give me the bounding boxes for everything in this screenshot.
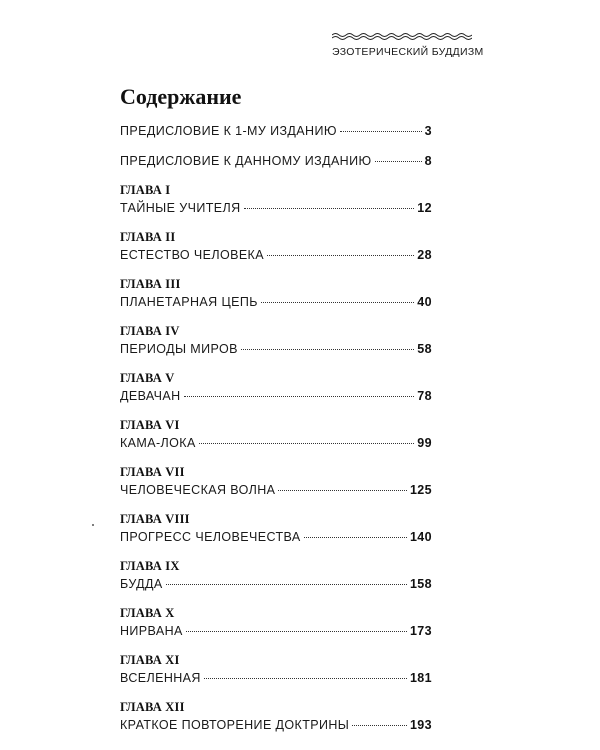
page-number: 40 (417, 295, 432, 309)
chapter-label: ГЛАВА IX (120, 559, 180, 573)
chapter-label: ГЛАВА XII (120, 700, 185, 714)
toc-entry (120, 464, 432, 500)
toc-entry (120, 152, 432, 171)
page-number: 181 (409, 671, 432, 685)
entry-title: БУДДА (120, 577, 163, 591)
toc-entry (120, 605, 432, 641)
chapter-label: ГЛАВА VII (120, 465, 185, 479)
page-number: 158 (409, 577, 432, 591)
page-number: 8 (424, 154, 432, 168)
chapter-label: ГЛАВА VIII (120, 512, 190, 526)
print-speck (92, 524, 94, 526)
toc-entry (120, 122, 432, 141)
toc-entry (120, 182, 432, 218)
entry-title: ТАЙНЫЕ УЧИТЕЛЯ (120, 201, 241, 215)
toc-entry (120, 558, 432, 594)
chapter-label: ГЛАВА III (120, 277, 181, 291)
entry-title: ПЕРИОДЫ МИРОВ (120, 342, 238, 356)
dot-leader (184, 396, 415, 397)
wave-ornament (332, 32, 472, 40)
dot-leader (241, 349, 414, 350)
entry-title: ЧЕЛОВЕЧЕСКАЯ ВОЛНА (120, 483, 276, 497)
entry-title: ПРЕДИСЛОВИЕ К ДАННОМУ ИЗДАНИЮ (120, 154, 372, 168)
dot-leader (186, 631, 407, 632)
toc-heading: Содержание (120, 84, 242, 109)
page-number: 58 (417, 342, 432, 356)
toc-line (120, 340, 432, 359)
page-number: 125 (409, 483, 432, 497)
running-header (332, 32, 484, 58)
page-number: 193 (409, 718, 432, 732)
page-number: 3 (424, 124, 432, 138)
entry-title: НИРВАНА (120, 624, 183, 638)
toc-line (120, 528, 432, 547)
running-title: ЭЗОТЕРИЧЕСКИЙ БУДДИЗМ (332, 46, 484, 58)
entry-title: ПРЕДИСЛОВИЕ К 1-МУ ИЗДАНИЮ (120, 124, 337, 138)
chapter-label: ГЛАВА X (120, 606, 175, 620)
toc-entry (120, 417, 432, 453)
toc-line (120, 293, 432, 312)
toc-line (120, 434, 432, 453)
toc-entry (120, 323, 432, 359)
chapter-label: ГЛАВА XI (120, 653, 180, 667)
toc-entry (120, 370, 432, 406)
dot-leader (352, 725, 407, 726)
toc-line (120, 246, 432, 265)
chapter-label: ГЛАВА VI (120, 418, 180, 432)
toc-line (120, 575, 432, 594)
page-number: 78 (417, 389, 432, 403)
entry-title: ПРОГРЕСС ЧЕЛОВЕЧЕСТВА (120, 530, 301, 544)
dot-leader (166, 584, 407, 585)
dot-leader (304, 537, 407, 538)
dot-leader (278, 490, 407, 491)
chapter-label: ГЛАВА I (120, 183, 171, 197)
dot-leader (199, 443, 415, 444)
page-number: 28 (417, 248, 432, 262)
chapter-label: ГЛАВА II (120, 230, 176, 244)
toc-entry (120, 652, 432, 688)
entry-title: ЕСТЕСТВО ЧЕЛОВЕКА (120, 248, 264, 262)
entry-title: ДЕВАЧАН (120, 389, 181, 403)
dot-leader (340, 131, 422, 132)
toc-entry (120, 229, 432, 265)
dot-leader (375, 161, 422, 162)
page-number: 99 (417, 436, 432, 450)
toc-line (120, 481, 432, 500)
toc-entry (120, 511, 432, 547)
dot-leader (244, 208, 415, 209)
entry-title: КРАТКОЕ ПОВТОРЕНИЕ ДОКТРИНЫ (120, 718, 350, 732)
toc-line (120, 199, 432, 218)
dot-leader (267, 255, 414, 256)
toc-line (120, 152, 432, 171)
entry-title: ПЛАНЕТАРНАЯ ЦЕПЬ (120, 295, 258, 309)
toc-entry (120, 699, 432, 735)
toc-list (120, 122, 432, 746)
toc-entry (120, 276, 432, 312)
dot-leader (261, 302, 414, 303)
page-number: 140 (409, 530, 432, 544)
chapter-label: ГЛАВА IV (120, 324, 180, 338)
toc-line (120, 716, 432, 735)
entry-title: КАМА-ЛОКА (120, 436, 196, 450)
entry-title: ВСЕЛЕННАЯ (120, 671, 201, 685)
toc-line (120, 387, 432, 406)
toc-line (120, 622, 432, 641)
page-number: 12 (417, 201, 432, 215)
page-number: 173 (409, 624, 432, 638)
dot-leader (204, 678, 407, 679)
toc-line (120, 122, 432, 141)
chapter-label: ГЛАВА V (120, 371, 175, 385)
toc-line (120, 669, 432, 688)
